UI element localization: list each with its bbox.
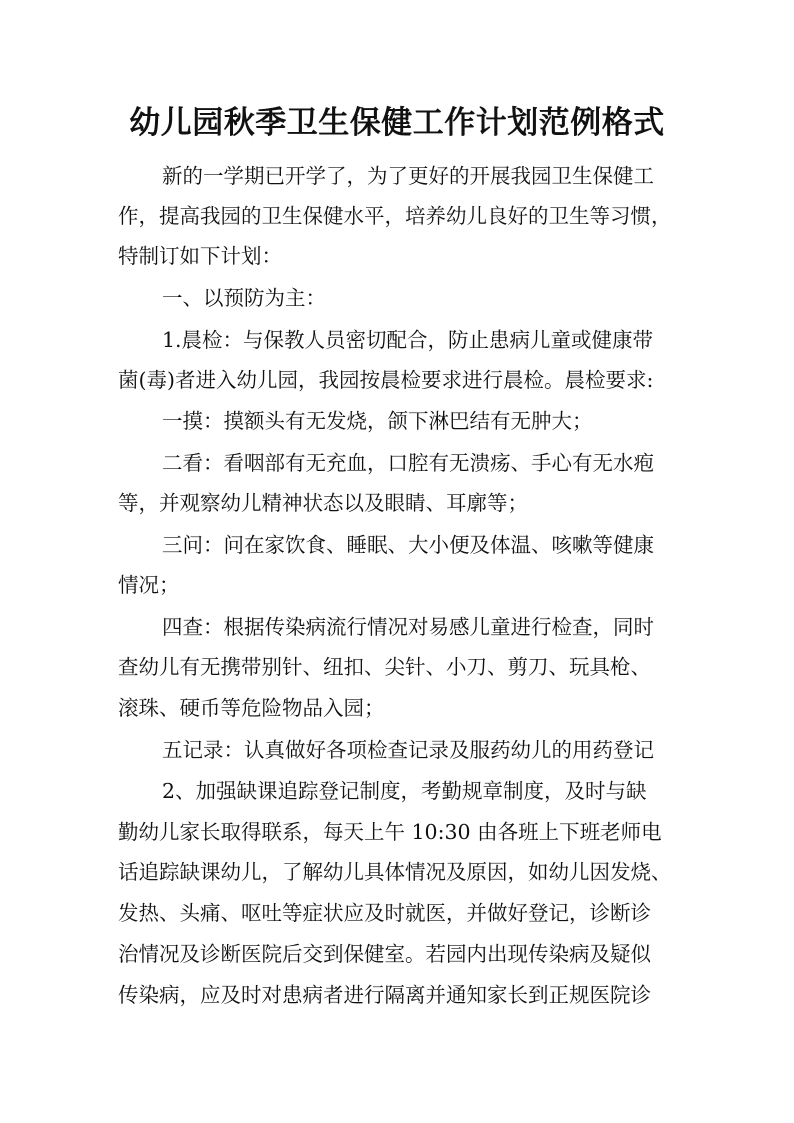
paragraph-line: 话追踪缺课幼儿，了解幼儿具体情况及原因，如幼儿因发烧、: [118, 860, 672, 884]
paragraph-line: 四查：根据传染病流行情况对易感儿童进行检查，同时: [162, 615, 654, 639]
paragraph-line: 五记录：认真做好各项检查记录及服药幼儿的用药登记: [162, 738, 654, 762]
paragraph-line: 菌(毒)者进入幼儿园，我园按晨检要求进行晨检。晨检要求:: [118, 368, 654, 392]
paragraph-line: 二看：看咽部有无充血，口腔有无溃疡、手心有无水疱: [162, 451, 654, 475]
document-title: 幼儿园秋季卫生保健工作计划范例格式: [129, 105, 665, 141]
paragraph-line: 三问：问在家饮食、睡眠、大小便及体温、咳嗽等健康: [162, 533, 654, 557]
paragraph-line: 查幼儿有无携带别针、纽扣、尖针、小刀、剪刀、玩具枪、: [118, 655, 651, 679]
paragraph-line: 2、加强缺课追踪登记制度，考勤规章制度，及时与缺: [162, 779, 647, 803]
paragraph-line: 发热、头痛、呕吐等症状应及时就医，并做好登记，诊断诊: [118, 901, 651, 925]
paragraph-line: 1.晨检：与保教人员密切配合，防止患病儿童或健康带: [162, 328, 654, 352]
paragraph-line: 特制订如下计划：: [118, 244, 282, 268]
paragraph-line: 传染病，应及时对患病者进行隔离并通知家长到正规医院诊: [118, 983, 651, 1007]
paragraph-line: 滚珠、硬币等危险物品入园；: [118, 696, 385, 720]
paragraph-line: 情况；: [118, 573, 180, 597]
paragraph-line: 一摸：摸额头有无发烧，颌下淋巴结有无肿大；: [162, 409, 593, 433]
paragraph-line: 勤幼儿家长取得联系，每天上午 10:30 由各班上下班老师电: [118, 820, 662, 844]
paragraph-line: 治情况及诊断医院后交到保健室。若园内出现传染病及疑似: [118, 942, 651, 966]
paragraph-line: 作，提高我园的卫生保健水平，培养幼儿良好的卫生等习惯，: [118, 204, 672, 228]
section-heading: 一、以预防为主：: [162, 286, 326, 310]
paragraph-line: 新的一学期已开学了，为了更好的开展我园卫生保健工: [162, 164, 654, 188]
paragraph-line: 等，并观察幼儿精神状态以及眼睛、耳廓等；: [118, 491, 528, 515]
